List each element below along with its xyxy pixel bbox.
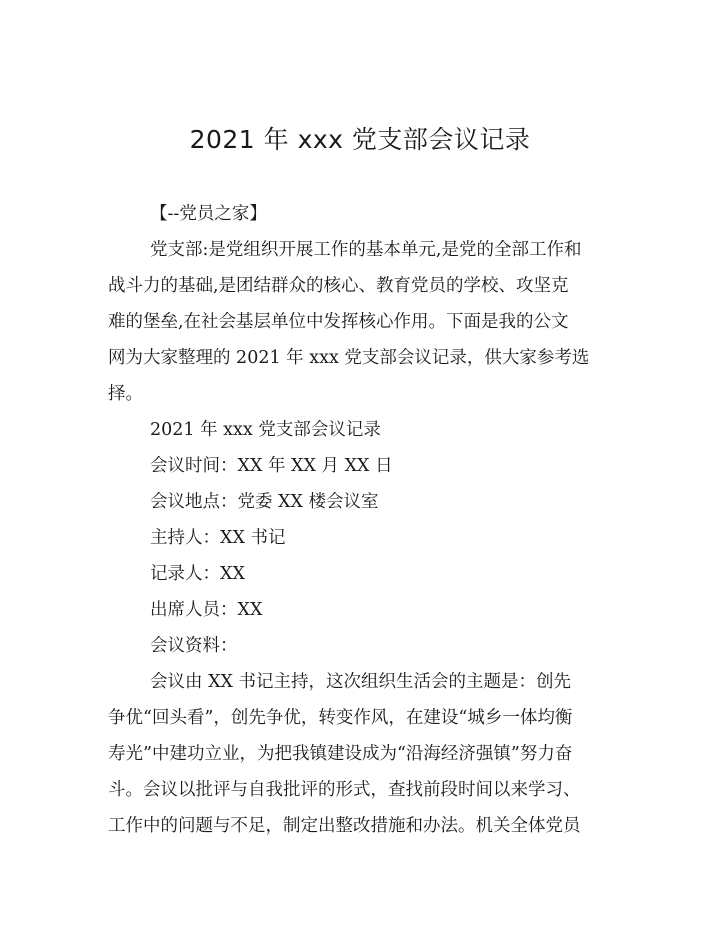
intro-line: 战斗力的基础,是团结群众的核心、教育党员的学校、攻坚克 [108,276,569,296]
meeting-attendees: 出席人员：XX [150,600,263,620]
intro-line: 网为大家整理的 2021 年 xxx 党支部会议记录，供大家参考选 [108,348,590,368]
meeting-place: 会议地点：党委 XX 楼会议室 [150,492,379,512]
section-subtitle: 2021 年 xxx 党支部会议记录 [150,420,381,440]
intro-line: 择。 [108,384,143,404]
content-line: 工作中的问题与不足，制定出整改措施和办法。机关全体党员 [108,816,581,836]
materials-label: 会议资料： [150,636,238,656]
document-title: 2021 年 xxx 党支部会议记录 [189,125,531,154]
content-line: 斗。会议以批评与自我批评的形式，查找前段时间以来学习、 [108,780,581,800]
meeting-host: 主持人：XX 书记 [150,528,286,548]
content-line: 会议由 XX 书记主持，这次组织生活会的主题是：创先 [150,672,572,692]
document-body [108,196,618,844]
intro-line: 难的堡垒,在社会基层单位中发挥核心作用。下面是我的公文 [108,312,569,332]
content-line: 争优“回头看”，创先争优，转变作风，在建设“城乡一体均衡 [108,708,573,728]
content-line: 寿光”中建功立业，为把我镇建设成为“沿海经济强镇”努力奋 [108,744,573,764]
source-tag: 【--党员之家】 [150,204,267,224]
meeting-time: 会议时间：XX 年 XX 月 XX 日 [150,456,393,476]
meeting-recorder: 记录人：XX [150,564,245,584]
intro-line: 党支部:是党组织开展工作的基本单元,是党的全部工作和 [150,240,582,260]
